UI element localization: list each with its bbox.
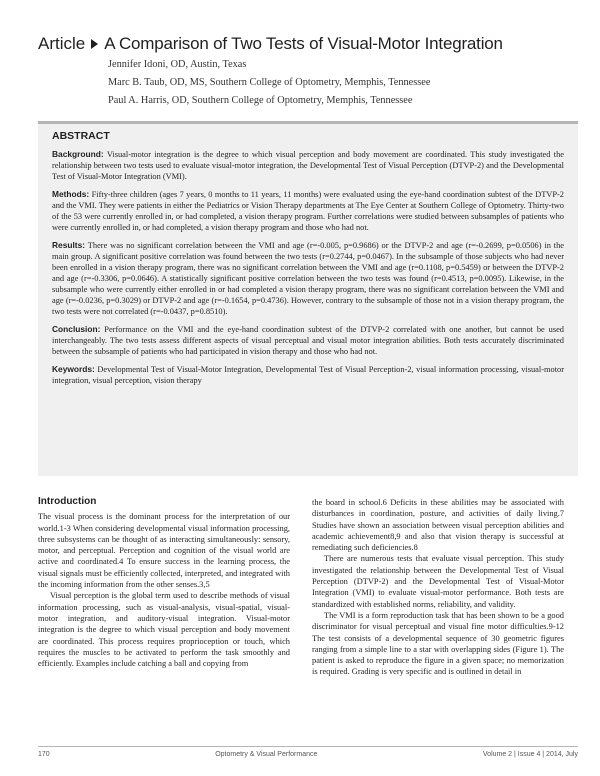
article-type: Article: [38, 34, 86, 53]
author-1: Jennifer Idoni, OD, Austin, Texas: [108, 59, 247, 70]
author-3: Paul A. Harris, OD, Southern College of Optometry, Memphis, Tennessee: [108, 95, 413, 106]
keywords-text: Developmental Test of Visual-Motor Integration, Developmental Test of Visual Perception-2, visual information processing, visual-motor integration, visual perception, vision therapy: [52, 365, 565, 385]
right-column: [312, 497, 564, 678]
results-text: There was no significant correlation between the VMI and age (r=-0.005, p=0.9686) or the DTVP-2 and age (r=-0.2699, p=0.0506) in the main group. A significant positive correlation was found between the two tests (r=0.2744, p=0.0467). In the subsample of those subjects who had never been enrolled in a vision therapy program, there was no significant correlation between the VMI and age (r=0.1108, p=0.5459) or between the DTVP-2 and age (r=-0.3306, p=0.0646). A statistically significant positive correlation between the two tests was found (r=0.4513, p=0.0095). Likewise, in the subsample who were currently either enrolled in or had completed a vision therapy program, there was no significant correlation between the VMI and age (r=-0.0236, p=0.3029) or DTVP-2 and age (r=-0.1654, p=0.4736). However, contrary to the subsample of those not in a vision therapy program, the two tests were not correlated (r=-0.0437, p=0.8510).: [52, 241, 565, 316]
article-title: A Comparison of Two Tests of Visual-Motor Integration: [104, 34, 503, 53]
methods-text: Fifty-three children (ages 7 years, 0 months to 11 years, 11 months) were evaluated using the eye-hand coordination subtest of the DTVP-2 and the VMI. They were patients in either the Pediatrics or Vision Therapy departments at The Eye Center at Southern College of Optometry. Thirty-two of the 53 were currently enrolled in, or had completed, a vision therapy program. Further correlations were studied between subsamples of patients who were currently enrolled in, or had completed, a vision therapy program and those who had not.: [52, 190, 564, 232]
left-column: [38, 496, 290, 669]
abstract-results: [52, 240, 564, 317]
methods-label: Methods:: [52, 189, 90, 199]
triangle-right-icon: [91, 39, 98, 49]
background-text: Visual-motor integration is the degree to which visual perception and body movement are coordinated. This study investigated the relationship between two tests used to evaluate visual-motor integration, the Developmental Test of Visual Perception (DTVP-2) and the Developmental Test of Visual-Motor Integration (VMI).: [52, 150, 564, 181]
abstract-heading: ABSTRACT: [52, 130, 110, 142]
intro-paragraph-5: The VMI is a form reproduction task that has been shown to be a good discriminator for visual perceptual and visual fine motor difficulties.9-12 The test consists of a developmental sequence of 30 geometric figures ranging from a simple line to a star with overlapping sides (Figure 1). The patient is asked to reproduce the figure in a given space; no memorization is required. Grading is very specific and is outlined in detail in: [312, 610, 564, 677]
background-label: Background:: [52, 149, 104, 159]
journal-name: Optometry & Visual Performance: [215, 751, 318, 758]
abstract-conclusion: [52, 324, 564, 357]
page-number: 170: [38, 751, 50, 758]
intro-paragraph-4: There are numerous tests that evaluate visual perception. This study investigated the relationship between the Developmental Test of Visual Perception (DTVP-2) and the Developmental Test of Visual-Motor Integration (VMI) to evaluate visual-motor performance. Both tests are standardized with established norms, reliability, and validity.: [312, 554, 564, 609]
conclusion-label: Conclusion:: [52, 324, 101, 334]
results-label: Results:: [52, 240, 86, 250]
keywords-label: Keywords:: [52, 364, 95, 374]
page-footer: [38, 746, 578, 758]
introduction-heading: Introduction: [38, 496, 97, 507]
article-header: [38, 34, 578, 54]
intro-paragraph-1: The visual process is the dominant process for the interpretation of our world.1-3 When considering developmental visual information processing, three subsystems can be thought of as interacting simultaneously: sensory, motor, and perceptual. Perception and cognition of the visual world are active and coordinated.4 To ensure success in the learning process, the visual signals must be efficiently collected, interpreted, and integrated with the incoming information from the other senses.3,5: [38, 512, 290, 590]
intro-paragraph-3: the board in school.6 Deficits in these abilities may be associated with disturbances in coordination, posture, and activities of daily living.7 Studies have shown an association between visual perception abilities and academic achievement8,9 and also that vision therapy is successful at remediating such deficiencies.8: [312, 498, 564, 553]
author-2: Marc B. Taub, OD, MS, Southern College of Optometry, Memphis, Tennessee: [108, 77, 431, 88]
abstract-methods: [52, 189, 564, 233]
abstract-keywords: [52, 364, 564, 386]
issue-info: Volume 2 | Issue 4 | 2014, July: [482, 751, 578, 758]
intro-paragraph-2: Visual perception is the global term used to describe methods of visual information processing, such as visual-analysis, visual-spatial, visual-motor integration, and auditory-visual integration. Visual-motor integration is the degree to which visual perception and body movement are coordinated. This process requires proprioception or touch, which requires the muscles to be activated to perform the task smoothly and efficiently. Examples include catching a ball and copying from: [38, 591, 290, 669]
abstract-box: [38, 121, 578, 476]
conclusion-text: Performance on the VMI and the eye-hand coordination subtest of the DTVP-2 correlated with one another, but cannot be used interchangeably. The two tests assess different aspects of visual perceptual and visual motor integration abilities. Both tests accurately discriminated between the subsample of patients who had participated in vision therapy and those who had not.: [52, 325, 564, 356]
author-list: [108, 56, 430, 110]
abstract-background: [52, 149, 564, 182]
